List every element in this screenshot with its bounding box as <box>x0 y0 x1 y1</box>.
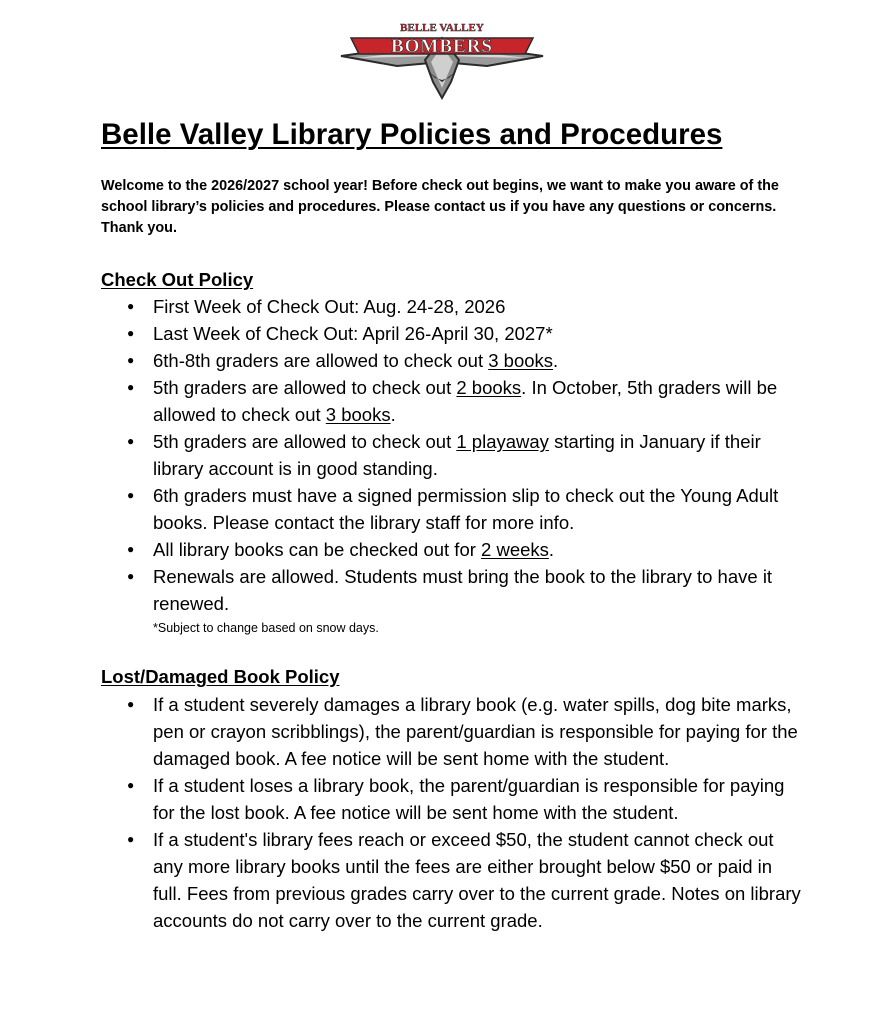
list-item <box>101 320 801 347</box>
lost-damaged-policy-list <box>101 691 801 934</box>
list-item <box>101 482 801 536</box>
intro-paragraph: Welcome to the 2026/2027 school year! Before check out begins, we want to make you aware of the school library’s policies and procedures. Please contact us if you have any questions or concerns. Thank you. <box>101 178 779 236</box>
underlined-text: 2 weeks <box>481 539 549 560</box>
item-text: All library books can be checked out for <box>153 539 482 560</box>
item-text: If a student's library fees reach or exceed $50, the student cannot check out any more library books until the fees are either brought below $50 or paid in full. Fees from previous grades carry over to the current grade. Notes on library accounts do not carry over to the current grade. <box>153 829 801 931</box>
list-item <box>101 347 801 374</box>
checkout-policy-heading: Check Out Policy <box>101 269 254 290</box>
underlined-text: 1 playaway <box>456 431 549 452</box>
item-text: 6th-8th graders are allowed to check out <box>153 350 489 371</box>
item-text: If a student loses a library book, the parent/guardian is responsible for paying for the lost book. A fee notice will be sent home with the student. <box>153 775 785 823</box>
underlined-text: 3 books <box>325 404 391 425</box>
underlined-text: 2 books <box>456 377 522 398</box>
item-text: If a student severely damages a library book (e.g. water spills, dog bite marks, pen or crayon scribblings), the parent/guardian is responsible for paying for the damaged book. A fee notice will be sent home with the student. <box>153 694 798 769</box>
item-text: 5th graders are allowed to check out <box>153 431 457 452</box>
list-item <box>101 772 801 826</box>
item-text: First Week of Check Out: Aug. 24-28, 2026 <box>153 296 506 317</box>
item-text: 6th graders must have a signed permission slip to check out the Young Adult books. Please contact the library staff for more info. <box>153 485 779 533</box>
bomber-jet-emblem <box>337 16 547 100</box>
item-text: starting in January if their library account is in good standing. <box>153 431 761 479</box>
item-text: . <box>553 350 559 371</box>
lost-damaged-policy-heading: Lost/Damaged Book Policy <box>101 666 340 687</box>
list-item <box>101 691 801 772</box>
item-text: . <box>390 404 396 425</box>
logo-main-text: BOMBERS <box>390 36 494 57</box>
item-text: . <box>548 539 555 560</box>
underlined-text: 3 books <box>488 350 554 371</box>
item-text: 5th graders are allowed to check out <box>153 377 457 398</box>
list-item <box>101 293 801 320</box>
item-text: Last Week of Check Out: April 26-April 30, 2027* <box>153 323 553 344</box>
list-item <box>101 826 801 934</box>
bombers-logo <box>337 16 547 100</box>
list-item <box>101 563 801 617</box>
item-text: Renewals are allowed. Students must bring the book to the library to have it renewed. <box>153 566 773 614</box>
checkout-policy-list <box>101 293 801 617</box>
logo-top-text: BELLE VALLEY <box>400 22 484 34</box>
list-item <box>101 536 801 563</box>
page-title: Belle Valley Library Policies and Procedures <box>101 118 723 151</box>
footnote: *Subject to change based on snow days. <box>153 621 379 635</box>
list-item <box>101 374 801 428</box>
item-text: . In October, 5th graders will be allowed to check out <box>153 377 778 425</box>
list-item <box>101 428 801 482</box>
